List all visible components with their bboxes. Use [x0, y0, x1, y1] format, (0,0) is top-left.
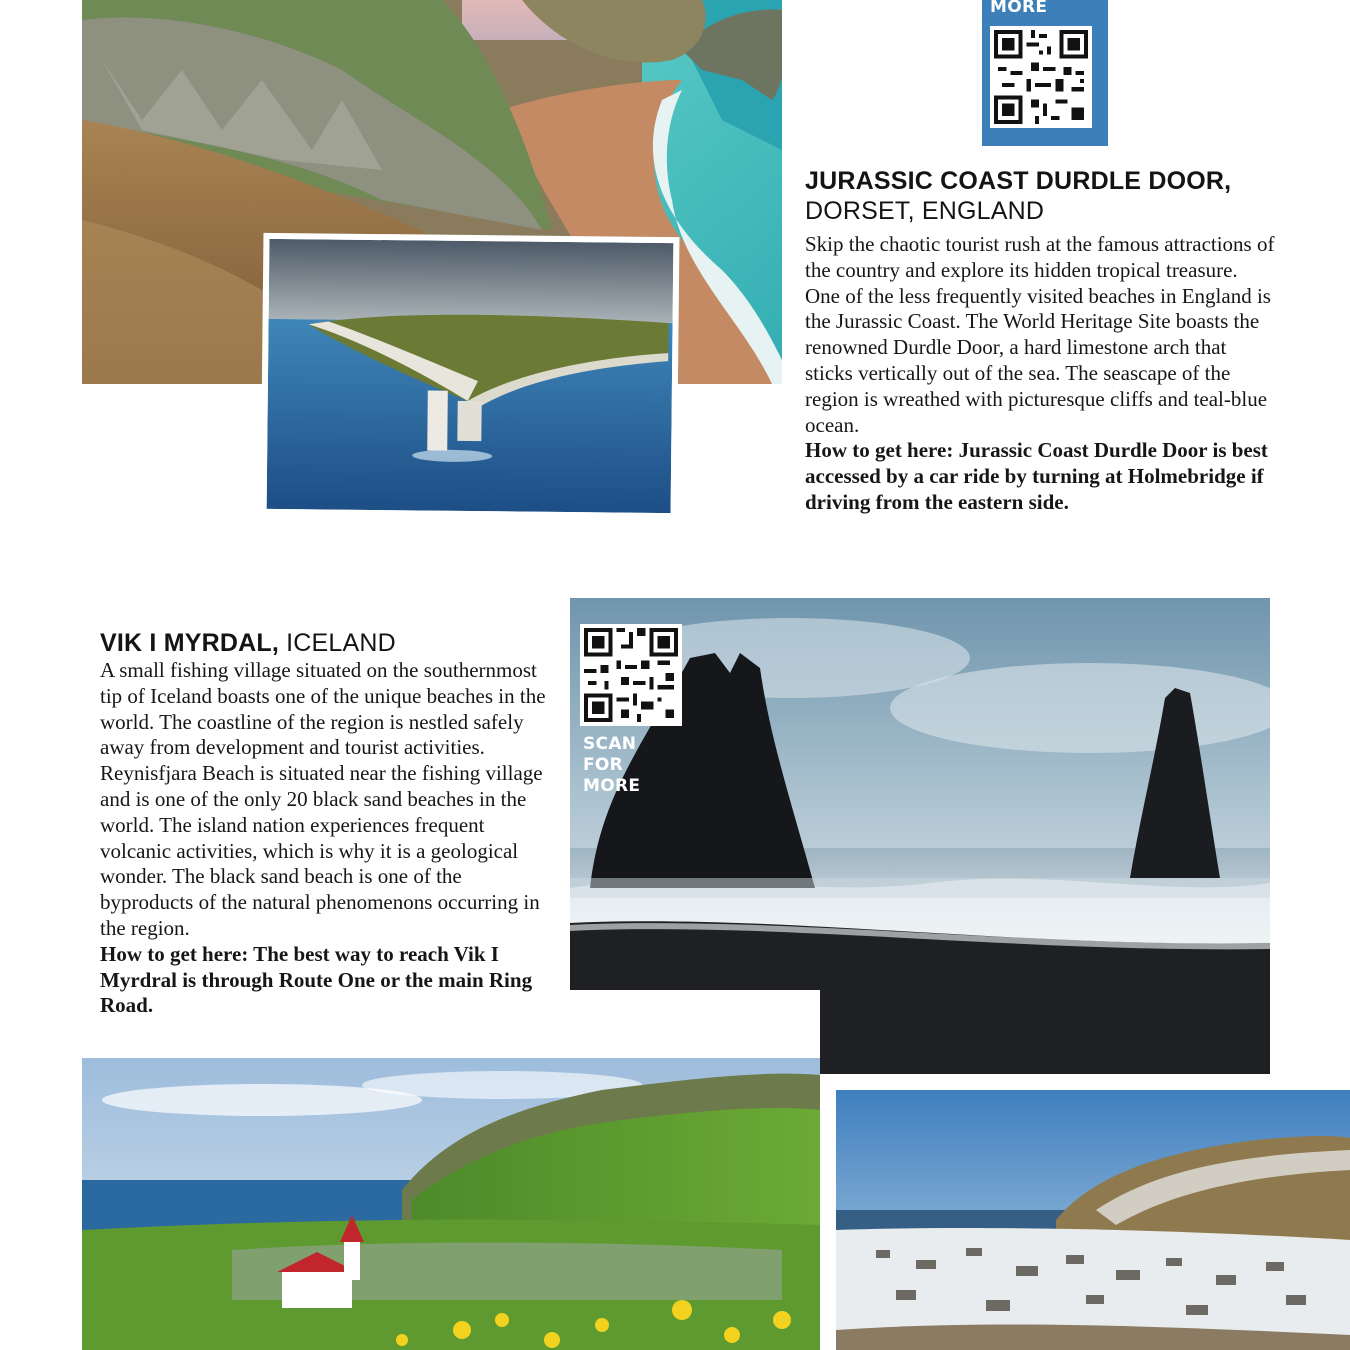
jurassic-title [805, 166, 1275, 226]
vik-section [100, 628, 560, 1019]
vik-description: A small fishing village situated on the southernmost tip of Iceland boasts one of the unique beaches in the world. The coastline of the region is nestled safely away from development and tourist activities. Reynisfjara Beach is situated near the fishing village and is one of the only 20 black sand beaches in the world. The island nation experiences frequent volcanic activities, which is why it is a geological wonder. The black sand beach is one of the byproducts of the natural phenomenons occurring in the region. [100, 658, 546, 940]
for-word: FOR [583, 755, 624, 775]
jurassic-title-region: DORSET, ENGLAND [805, 197, 1045, 225]
vik-village-winter-photo [836, 1090, 1350, 1350]
jurassic-section [805, 166, 1275, 516]
scan-label-top: MORE [990, 0, 1048, 17]
scan-label-vik [583, 734, 640, 797]
more-word: MORE [583, 776, 641, 796]
jurassic-title-name: JURASSIC COAST DURDLE DOOR, [805, 167, 1232, 195]
jurassic-body [805, 232, 1275, 516]
qr-code-top[interactable] [990, 26, 1092, 128]
vik-title [100, 628, 560, 658]
vik-title-name: VIK I MYRDAL, [100, 629, 279, 657]
jurassic-description: Skip the chaotic tourist rush at the famous attractions of the country and explore its hidden tropical treasure. One of the less frequently visited beaches in England is the Jurassic Coast. The World Heritage Site boasts the renowned Durdle Door, a hard limestone arch that sticks vertically out of the sea. The seascape of the region is wreathed with picturesque cliffs and teal-blue ocean. [805, 232, 1275, 437]
old-harry-rocks-photo [261, 233, 680, 519]
vik-body [100, 658, 560, 1019]
qr-panel-top [982, 0, 1108, 146]
vik-how-to: How to get here: The best way to reach Vik I Myrdral is through Route One or the main Ring Road. [100, 941, 533, 1018]
jurassic-how-to: How to get here: Jurassic Coast Durdle Door is best accessed by a car ride by turning at Holmebridge if driving from the eastern side. [805, 438, 1268, 514]
qr-code-vik[interactable] [580, 624, 682, 726]
scan-word: SCAN [583, 734, 637, 754]
vik-title-region: ICELAND [286, 629, 396, 657]
